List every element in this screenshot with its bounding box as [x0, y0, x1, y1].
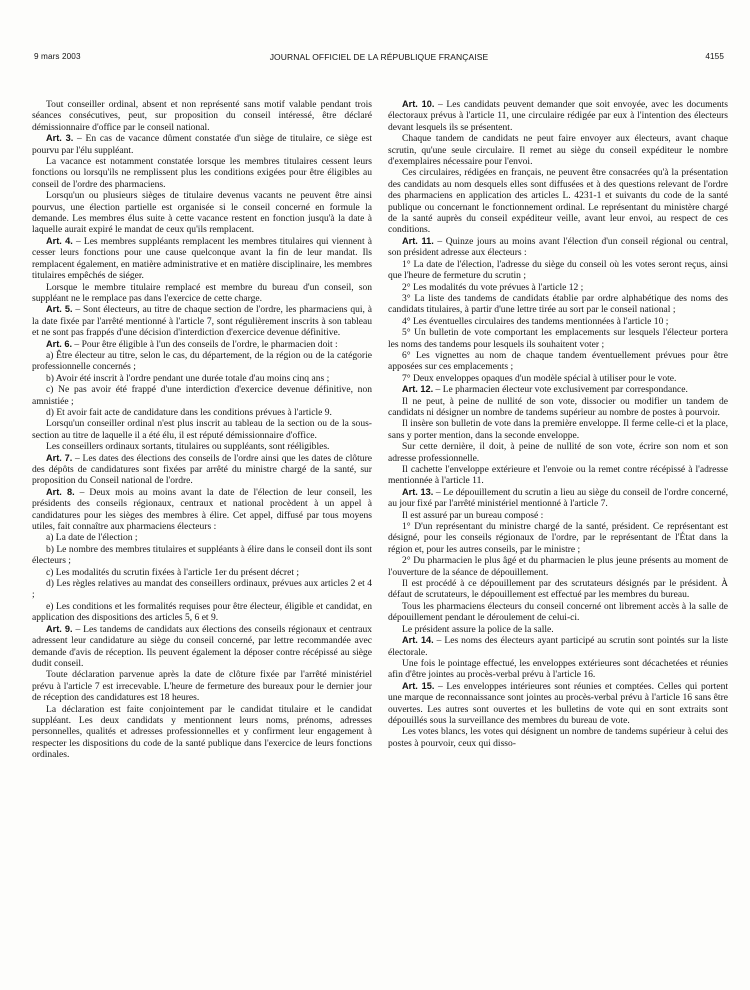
- body-paragraph: [32, 99, 372, 133]
- article-paragraph: [32, 236, 372, 282]
- body-paragraph: [388, 601, 728, 624]
- paragraph-text: Tout conseiller ordinal, absent et non représenté sans motif valable pendant trois séances consécutives, peut, sur proposition du conseil intéressé, être déclaré démissionnaire d'office par le conseil national.: [32, 99, 372, 133]
- paragraph-text: Lorsqu'un ou plusieurs sièges de titulaire devenus vacants ne peuvent être ainsi pourvus, une élection partielle est organisée si le conseil concerné en formule la demande. Les membres élus suite à cette vacance restent en fonction jusqu'à la date à laquelle aurait expiré le mandat de ceux qu'ils remplacent.: [32, 190, 372, 236]
- paragraph-text: e) Les conditions et les formalités requises pour être électeur, éligible et candidat, en application des dispositions des articles 5, 6 et 9.: [32, 600, 372, 624]
- paragraph-text: 2° Du pharmacien le plus âgé et du pharmacien le plus jeune présents au moment de l'ouverture de la séance de dépouillement.: [388, 555, 728, 578]
- article-paragraph: [388, 681, 728, 727]
- body-paragraph: [32, 190, 372, 236]
- article-paragraph: [388, 384, 728, 395]
- body-paragraph: [388, 259, 728, 282]
- paragraph-text: 5° Un bulletin de vote comportant les emplacements sur lesquels l'électeur portera les noms des tandems pour lesquels ils souhaitent voter ;: [388, 327, 728, 350]
- article-paragraph: [32, 487, 372, 533]
- article-number: Art. 12.: [402, 384, 434, 395]
- paragraph-text: – Les noms des électeurs ayant participé au scrutin sont pointés sur la liste électorale.: [388, 635, 728, 658]
- body-paragraph: [32, 544, 372, 567]
- article-paragraph: [388, 635, 728, 658]
- article-paragraph: [32, 453, 372, 487]
- paragraph-text: Lorsqu'un conseiller ordinal n'est plus inscrit au tableau de la section ou de la sous-section au titre de laquelle il a été élu, il est réputé démissionnaire d'office.: [32, 418, 372, 441]
- article-paragraph: [32, 339, 372, 350]
- journal-title: JOURNAL OFFICIEL DE LA RÉPUBLIQUE FRANÇAISE: [269, 52, 489, 62]
- body-paragraph: [32, 384, 372, 407]
- body-paragraph: [388, 293, 728, 316]
- paragraph-text: Il est assuré par un bureau composé :: [402, 509, 544, 521]
- paragraph-text: Les conseillers ordinaux sortants, titulaires ou suppléants, sont rééligibles.: [46, 441, 330, 453]
- paragraph-text: – Les membres suppléants remplacent les membres titulaires qui viennent à cesser leurs fonctions pour une cause quelconque avant la fin de leur mandat. Ils remplacent également, en matière administrative et en matière disciplinaire, les membres titulaires empêchés de siéger.: [32, 235, 372, 282]
- paragraph-text: c) Ne pas avoir été frappé d'une interdiction d'exercice devenue définitive, non amnistiée ;: [32, 384, 372, 407]
- body-paragraph: [388, 282, 728, 293]
- paragraph-text: Ces circulaires, rédigées en français, ne peuvent être consacrées qu'à la présentation des candidats au nom desquels elles sont diffusées et à des questions relevant de l'ordre des pharmaciens en application des articles L. 4231-1 et suivants du code de la santé publique ou concernant le fonctionnement ordinal. Le représentant du ministère chargé de la santé auprès du conseil expéditeur veille, avant leur envoi, au respect de ces conditions.: [388, 167, 728, 236]
- paragraph-text: a) La date de l'élection ;: [46, 532, 138, 544]
- article-number: Art. 7.: [46, 452, 73, 463]
- paragraph-text: 3° La liste des tandems de candidats établie par ordre alphabétique des noms des candidats titulaires, à partir d'une lettre tirée au sort par le conseil national ;: [388, 292, 728, 316]
- page-number: 4155: [705, 52, 724, 61]
- body-paragraph: [388, 167, 728, 235]
- article-number: Art. 9.: [46, 623, 73, 634]
- body-paragraph: [388, 396, 728, 419]
- paragraph-text: – Les candidats peuvent demander que soit envoyée, avec les documents électoraux prévus à l'article 11, une circulaire rédigée par eux à l'intention des électeurs devant lesquels ils se présentent.: [388, 99, 728, 133]
- body-paragraph: [388, 510, 728, 521]
- body-paragraph: [388, 555, 728, 578]
- body-paragraph: [388, 316, 728, 327]
- article-number: Art. 5.: [46, 304, 73, 315]
- paragraph-text: b) Le nombre des membres titulaires et suppléants à élire dans le conseil dont ils sont électeurs ;: [32, 543, 372, 567]
- paragraph-text: Les votes blancs, les votes qui désignent un nombre de tandems supérieur à celui des postes à pourvoir, ceux qui disso-: [388, 726, 728, 749]
- paragraph-text: – Les enveloppes intérieures sont réunies et comptées. Celles qui portent une marque de reconnaissance sont jointes au procès-verbal prévu à l'article 16 sans être ouvertes. Les autres sont ouvertes et les bulletins de vote qui en sont extraits sont dépouillés sous la surveillance des membres du bureau de vote.: [388, 680, 728, 726]
- body-paragraph: [32, 441, 372, 452]
- body-paragraph: [32, 407, 372, 418]
- body-paragraph: [388, 521, 728, 555]
- body-paragraph: [388, 726, 728, 749]
- paragraph-text: Tous les pharmaciens électeurs du conseil concerné ont librement accès à la salle de dépouillement pendant le déroulement de celui-ci.: [388, 600, 728, 624]
- body-paragraph: [388, 441, 728, 464]
- article-number: Art. 14.: [402, 635, 434, 646]
- paragraph-text: b) Avoir été inscrit à l'ordre pendant une durée totale d'au moins cinq ans ;: [46, 372, 330, 384]
- body-paragraph: [32, 282, 372, 305]
- paragraph-text: – Deux mois au moins avant la date de l'élection de leur conseil, les présidents des conseils régionaux, centraux et national procèdent à un appel à candidatures pour les sièges des membres à élire. Cet appel, diffusé par tous moyens utiles, fait connaître aux pharmaciens électeurs :: [32, 486, 372, 533]
- body-paragraph: [388, 578, 728, 601]
- body-paragraph: [32, 532, 372, 543]
- paragraph-text: Il insère son bulletin de vote dans la première enveloppe. Il ferme celle-ci et la place, sans y porter mention, dans la seconde enveloppe.: [388, 418, 728, 441]
- paragraph-text: – En cas de vacance dûment constatée d'un siège de titulaire, ce siège est pourvu par l'élu suppléant.: [32, 133, 372, 156]
- paragraph-text: Toute déclaration parvenue après la date de clôture fixée par l'arrêté ministériel prévu à l'article 7 est irrecevable. L'heure de fermeture des bureaux pour le dernier jour de réception des candidatures est 18 heures.: [32, 669, 372, 704]
- paragraph-text: La déclaration est faite conjointement par le candidat titulaire et le candidat suppléant. Les deux candidats y mentionnent leurs noms, prénoms, adresses personnelles, qualités et adresses professionnelles et y confirment leur engagement à respecter les dispositions du code de la santé publique dans l'exercice de leurs fonctions ordinales.: [32, 703, 372, 761]
- paragraph-text: Chaque tandem de candidats ne peut faire envoyer aux électeurs, avant chaque scrutin, qu'une seule circulaire. Il remet au siège du conseil expéditeur le nombre d'exemplaires nécessaire pour l'envoi.: [388, 133, 728, 168]
- paragraph-text: Il ne peut, à peine de nullité de son vote, dissocier ou modifier un tandem de candidats ni désigner un nombre de tandems supérieur au nombre de postes à pourvoir.: [388, 395, 728, 418]
- body-paragraph: [388, 133, 728, 167]
- paragraph-text: a) Être électeur au titre, selon le cas, du département, de la région ou de la catégorie professionnelle concernés ;: [32, 349, 372, 373]
- paragraph-text: 1° La date de l'élection, l'adresse du siège du conseil où les votes seront reçus, ainsi que l'heure de fermeture du scrutin ;: [388, 258, 728, 282]
- body-paragraph: [32, 669, 372, 703]
- paragraph-text: 4° Les éventuelles circulaires des tandems mentionnées à l'article 10 ;: [402, 315, 669, 327]
- paragraph-text: 6° Les vignettes au nom de chaque tandem éventuellement prévues pour être apposées sur ces emplacements ;: [388, 349, 728, 373]
- body-paragraph: [32, 567, 372, 578]
- paragraph-text: – Les tandems de candidats aux élections des conseils régionaux et centraux adressent leur candidature au siège du conseil concerné, par lettre recommandée avec demande d'avis de réception. Ils peuvent également la déposer contre récépissé au siège dudit conseil.: [32, 623, 372, 669]
- paragraph-text: c) Les modalités du scrutin fixées à l'article 1er du présent décret ;: [46, 566, 300, 578]
- article-number: Art. 3.: [46, 133, 74, 144]
- paragraph-text: – Le dépouillement du scrutin a lieu au siège du conseil de l'ordre concerné, au jour fixé par l'arrêté ministériel mentionné à l'article 7.: [388, 486, 728, 510]
- article-number: Art. 13.: [402, 486, 434, 497]
- paragraph-text: 7° Deux enveloppes opaques d'un modèle spécial à utiliser pour le vote.: [402, 372, 677, 384]
- paragraph-text: 1° D'un représentant du ministre chargé de la santé, président. Ce représentant est désigné, pour les conseils régionaux de l'ordre, par le représentant de l'État dans la région et, pour les autres conseils, par le ministre ;: [388, 521, 728, 555]
- paragraph-text: Lorsque le membre titulaire remplacé est membre du bureau d'un conseil, son suppléant ne le remplace pas dans l'exercice de cette charge.: [32, 281, 372, 304]
- paragraph-text: – Quinze jours au moins avant l'élection d'un conseil régional ou central, son président adresse aux électeurs :: [388, 235, 728, 259]
- article-number: Art. 15.: [402, 680, 435, 691]
- paragraph-text: Sur cette dernière, il doit, à peine de nullité de son vote, écrire son nom et son adresse professionnelle.: [388, 441, 728, 464]
- body-paragraph: [32, 350, 372, 373]
- body-paragraph: [388, 464, 728, 487]
- page-header: [34, 52, 724, 66]
- article-number: Art. 8.: [46, 486, 75, 497]
- article-paragraph: [388, 99, 728, 133]
- article-paragraph: [32, 624, 372, 670]
- publication-date: 9 mars 2003: [34, 52, 81, 61]
- paragraph-text: 2° Les modalités du vote prévues à l'article 12 ;: [402, 281, 584, 293]
- body-paragraph: [388, 418, 728, 441]
- paragraph-text: Le président assure la police de la salle.: [402, 623, 554, 635]
- body-paragraph: [32, 704, 372, 761]
- article-paragraph: [32, 133, 372, 156]
- body-paragraph: [388, 327, 728, 350]
- article-paragraph: [388, 487, 728, 510]
- body-paragraph: [388, 624, 728, 635]
- right-column: [388, 99, 728, 749]
- paragraph-text: d) Et avoir fait acte de candidature dans les conditions prévues à l'article 9.: [46, 406, 332, 418]
- paragraph-text: – Les dates des élections des conseils de l'ordre ainsi que les dates de clôture des dépôts de candidatures sont fixées par arrêté du ministre chargé de la santé, sur proposition du Conseil national de l'ordre.: [32, 452, 372, 487]
- body-paragraph: [32, 418, 372, 441]
- body-paragraph: [32, 601, 372, 624]
- article-paragraph: [388, 236, 728, 259]
- article-paragraph: [32, 304, 372, 338]
- body-paragraph: [32, 156, 372, 190]
- paragraph-text: Il est procédé à ce dépouillement par des scrutateurs désignés par le président. À défaut de scrutateurs, le dépouillement est effectué par les membres du bureau.: [388, 578, 728, 601]
- article-number: Art. 4.: [46, 235, 73, 246]
- paragraph-text: – Pour être éligible à l'un des conseils de l'ordre, le pharmacien doit :: [72, 338, 338, 350]
- paragraph-text: Une fois le pointage effectué, les enveloppes extérieures sont décachetées et réunies afin d'être jointes au procès-verbal prévu à l'article 16.: [388, 657, 728, 681]
- paragraph-text: – Sont électeurs, au titre de chaque section de l'ordre, les pharmaciens qui, à la date fixée par l'arrêté mentionné à l'article 7, sont régulièrement inscrits à son tableau et ne sont pas frappés d'une décision d'interdiction d'exercice devenue définitive.: [32, 304, 372, 339]
- article-number: Art. 11.: [402, 235, 434, 246]
- left-column: [32, 99, 372, 761]
- paragraph-text: Il cachette l'enveloppe extérieure et l'envoie ou la remet contre récépissé à l'adresse mentionnée à l'article 11.: [388, 464, 728, 487]
- paragraph-text: – Le pharmacien électeur vote exclusivement par correspondance.: [433, 384, 688, 396]
- body-paragraph: [388, 373, 728, 384]
- body-paragraph: [32, 373, 372, 384]
- article-number: Art. 6.: [46, 338, 73, 349]
- body-paragraph: [388, 658, 728, 681]
- paragraph-text: d) Les règles relatives au mandat des conseillers ordinaux, prévues aux articles 2 et 4 ;: [32, 578, 372, 601]
- body-paragraph: [388, 350, 728, 373]
- body-paragraph: [32, 578, 372, 601]
- article-number: Art. 10.: [402, 99, 435, 109]
- paragraph-text: La vacance est notamment constatée lorsque les membres titulaires cessent leurs fonctions ou lorsqu'ils ne remplissent plus les conditions exigées pour être éligibles au conseil de l'ordre des pharmaciens.: [32, 156, 372, 190]
